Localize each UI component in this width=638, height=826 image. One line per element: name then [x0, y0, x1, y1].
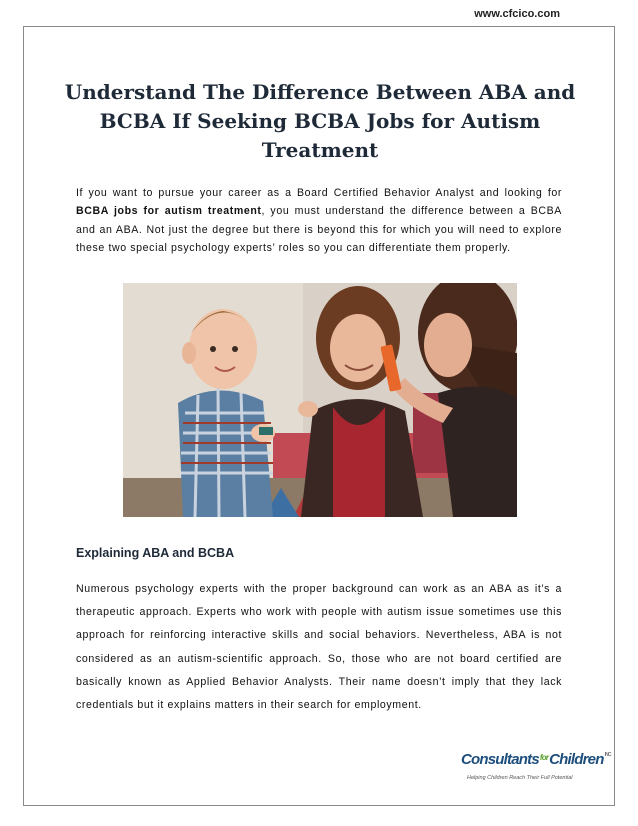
intro-paragraph [76, 184, 562, 257]
intro-text-before: If you want to pursue your career as a Board Certified Behavior Analyst and looking for [76, 187, 562, 199]
therapy-session-photo [123, 283, 517, 517]
logo-inc: INC [604, 752, 611, 758]
logo-word-children: Children [549, 751, 604, 768]
bcba-jobs-link[interactable]: BCBA jobs for autism treatment [76, 205, 262, 218]
section-body-paragraph: Numerous psychology experts with the proper background can work as an ABA as it’s a therapeutic approach. Experts who work with people with autism issue sometimes use this approach for reinforcing interactive skills and social behaviors. Nevertheless, ABA is not considered as an autism-scientific approach. So, those who are not board certified are basically known as Applied Behavior Analysts. Their name doesn’t imply that they lack credentials but it explains matters in their search for employment. [76, 583, 562, 712]
consultants-for-children-logo[interactable] [461, 751, 611, 791]
intro-text-after: , you must understand the difference between a BCBA and an ABA. Not just the degree but there is beyond this for which you will need to explore these two special psychology experts’ roles so you can differentiate them properly. [76, 205, 562, 254]
article-title: Understand The Difference Between ABA and BCBA If Seeking BCBA Jobs for Autism Treatment [64, 80, 576, 162]
site-url[interactable]: www.cfcico.com [474, 8, 560, 20]
logo-tagline: Helping Children Reach Their Full Potential [467, 775, 573, 781]
logo-word-for: for [539, 753, 549, 762]
logo-wordmark [461, 751, 611, 768]
logo-word-consultants: Consultants [461, 751, 539, 768]
section-heading: Explaining ABA and BCBA [76, 546, 235, 560]
